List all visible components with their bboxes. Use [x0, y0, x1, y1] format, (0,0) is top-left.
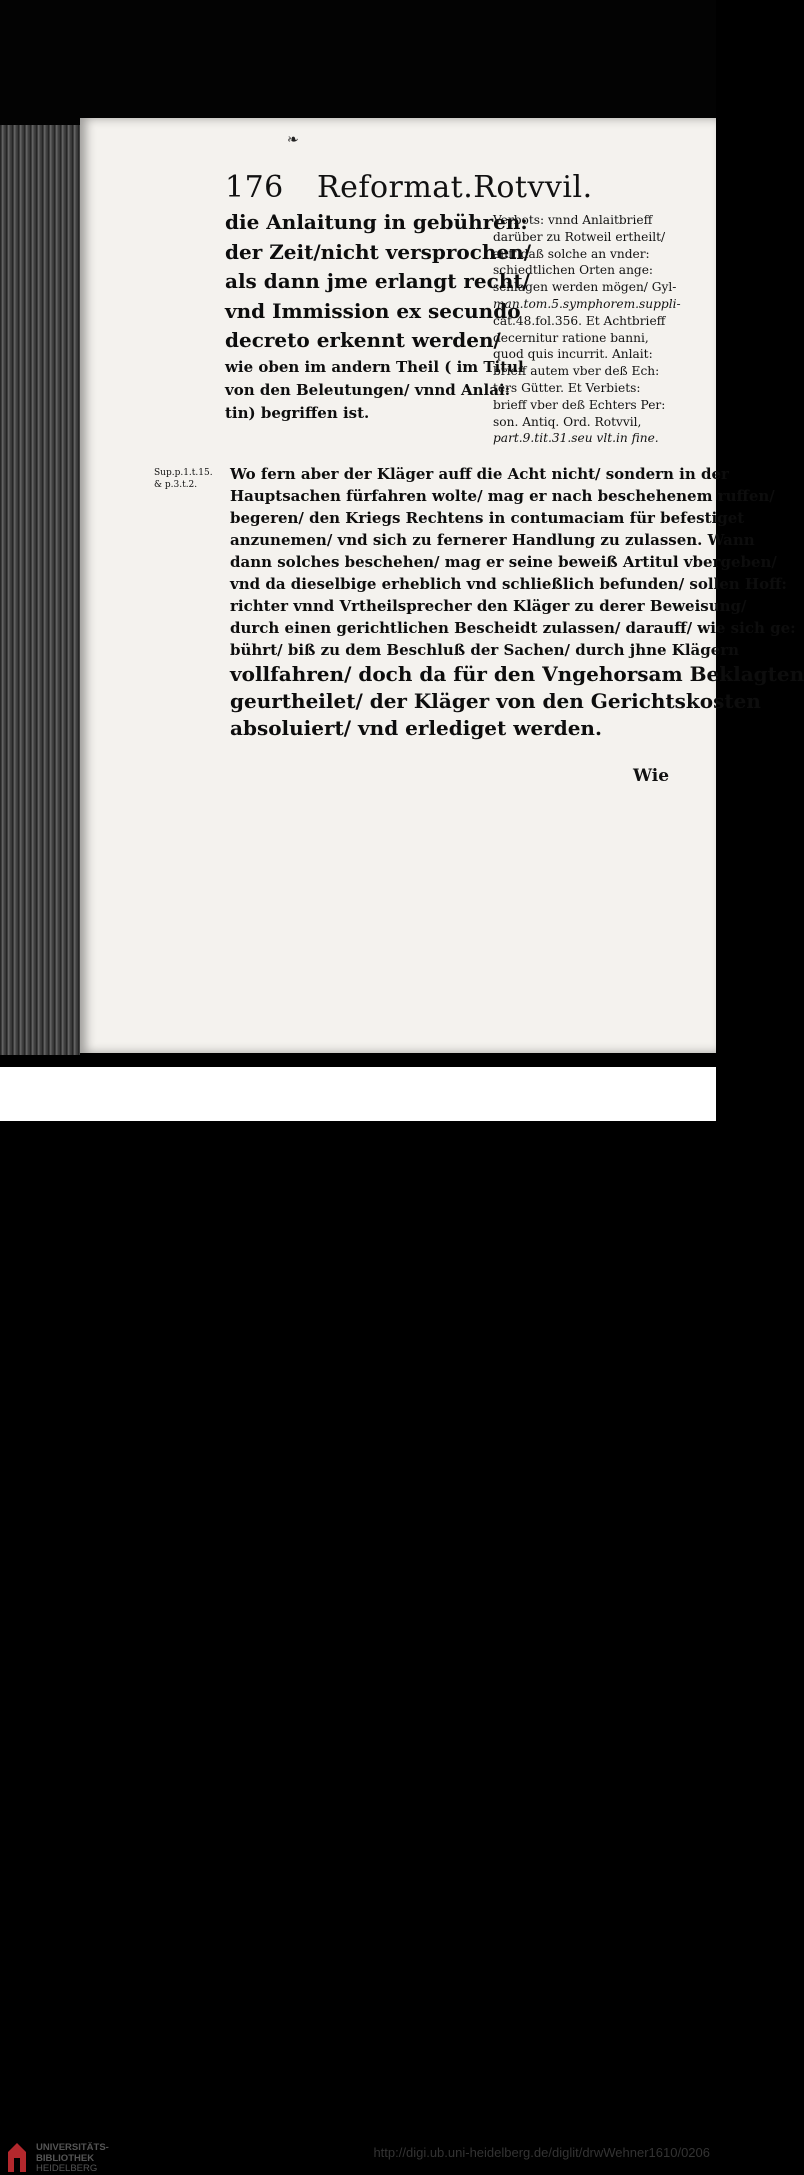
right-column-note — [493, 212, 713, 447]
paragraph-line: geurtheilet/ der Kläger von den Gerichtskosten — [230, 689, 761, 713]
paragraph-line: dann solches beschehen/ mag er seine beweiß Artitul vbergeben/ — [230, 553, 777, 571]
logo-line: HEIDELBERG — [36, 2163, 98, 2174]
paragraph-line: vnd da dieselbige erheblich vnd schließlich befunden/ sollen Hoff: — [230, 575, 787, 593]
book-page — [80, 118, 804, 1053]
text-line: tin) begriffen ist. — [225, 403, 370, 422]
note-line: darüber zu Rotweil ertheilt/ — [493, 229, 666, 244]
viewer-footer — [0, 1067, 716, 2174]
margin-line: Sup.p.1.t.15. — [154, 468, 213, 478]
text-line: als dann jme erlangt recht/ — [225, 269, 530, 293]
note-line: son. Antiq. Ord. Rotvvil, — [493, 414, 642, 429]
margin-line: & p.3.t.2. — [154, 480, 198, 490]
logo-line: UNIVERSITÄTS- — [36, 2142, 109, 2153]
note-line: cat.48.fol.356. Et Achtbrieff — [493, 313, 666, 328]
note-line: part.9.tit.31.seu vlt.in fine. — [493, 431, 659, 446]
source-url-link[interactable]: http://digi.ub.uni-heidelberg.de/diglit/drwWehner1610/0206 — [373, 2145, 710, 2160]
paragraph-line: absoluiert/ vnd erlediget werden. — [230, 716, 602, 740]
paragraph-line: vollfahren/ doch da für den Vngehorsam Beklagten — [230, 662, 804, 686]
note-line: schiedtlichen Orten ange: — [493, 263, 654, 278]
text-line: vnd Immission ex secundo — [225, 298, 521, 323]
library-logo-text[interactable] — [36, 2143, 109, 2175]
paragraph-line: Wo fern aber der Kläger auff die Acht nicht/ sondern in der — [230, 465, 729, 483]
left-column-text — [225, 208, 532, 425]
note-line: Verbots: vnnd Anlaitbrieff — [493, 213, 653, 227]
main-paragraph — [230, 463, 804, 742]
note-line: decernitur ratione banni, — [493, 330, 649, 345]
logo-line: BIBLIOTHEK — [36, 2152, 95, 2164]
catchword: Wie — [633, 766, 670, 786]
paragraph-line: durch einen gerichtlichen Bescheidt zulassen/ darauff/ wie sich ge: — [230, 619, 796, 637]
text-line: decreto erkennt werden/ — [225, 328, 501, 352]
text-line: der Zeit/nicht versprochen/ — [225, 239, 532, 264]
note-line: auff daß solche an vnder: — [493, 246, 650, 261]
paragraph-line: richter vnnd Vrtheilsprecher den Kläger zu derer Beweisung/ — [230, 597, 747, 615]
note-line: schlagen werden mögen/ Gyl- — [493, 280, 677, 295]
paragraph-line: Hauptsachen fürfahren wolte/ mag er nach beschehenem ruffen/ — [230, 487, 775, 505]
text-line: wie oben im andern Theil ( im Titul — [225, 357, 524, 376]
paragraph-line: bührt/ biß zu dem Beschluß der Sachen/ durch jhne Klägern — [230, 641, 740, 659]
note-line: quod quis incurrit. Anlait: — [493, 347, 653, 362]
library-logo-icon[interactable] — [6, 2140, 28, 2174]
note-line: man.tom.5.symphorem.suppli- — [493, 296, 681, 311]
scan-background-top — [0, 0, 716, 125]
note-line: brieff autem vber deß Ech: — [493, 364, 660, 379]
paragraph-line: begeren/ den Kriegs Rechtens in contumaciam für befestiget — [230, 509, 745, 527]
page-number: 176 — [225, 170, 284, 205]
book-page-edges — [0, 125, 80, 1055]
logo-shape — [8, 2143, 26, 2172]
margin-reference — [154, 467, 213, 491]
note-line: brieff vber deß Echters Per: — [493, 397, 666, 412]
paragraph-line: anzunemen/ vnd sich zu fernerer Handlung zu zulassen. Wann — [230, 531, 755, 549]
running-head: Reformat.Rotvvil. — [317, 170, 593, 205]
note-line: ters Gütter. Et Verbiets: — [493, 380, 641, 395]
page-header — [225, 170, 593, 205]
ornament-icon: ❧ — [287, 132, 299, 148]
text-line: die Anlaitung in gebühren: — [225, 210, 528, 234]
text-line: von den Beleutungen/ vnnd Anlai: — [225, 380, 511, 399]
